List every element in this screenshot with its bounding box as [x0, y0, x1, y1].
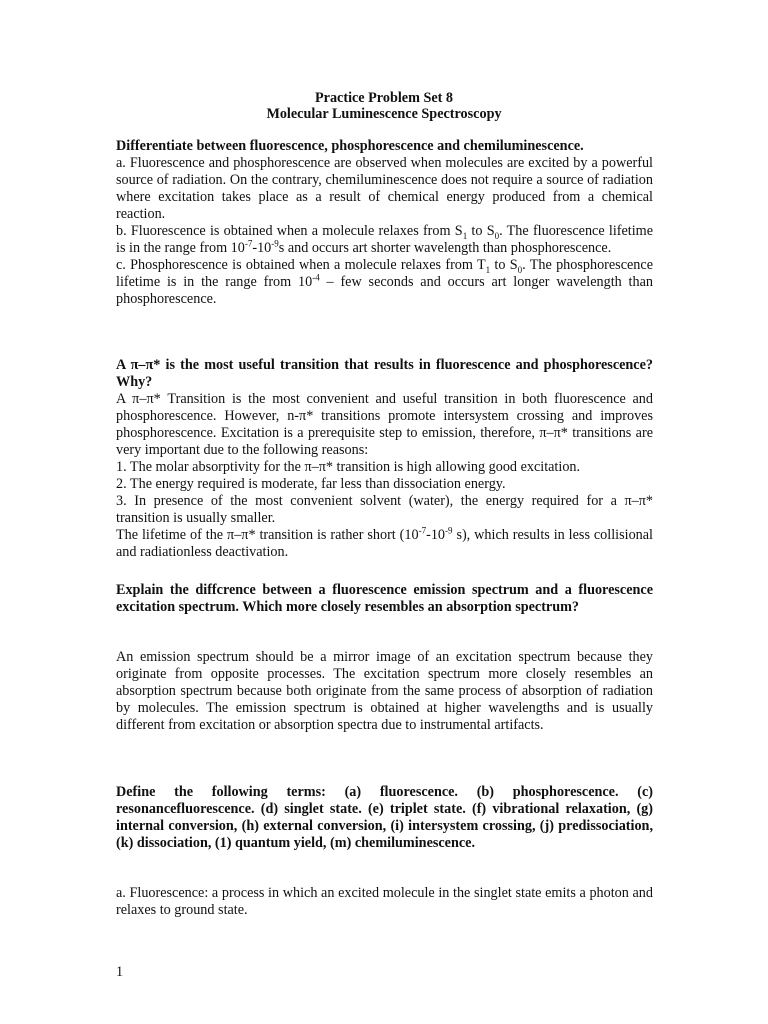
section-heading: Differentiate between fluorescence, phosphorescence and chemiluminescence.	[116, 138, 584, 154]
paragraph-answer: An emission spectrum should be a mirror image of an excitation spectrum because they originate from opposite processes. The excitation spectrum more closely resembles an absorption spectrum because both originate from the same process of absorption of radiation by molecules. The emission spectrum is obtained at higher wavelengths and is usually different from excitation or absorption spectra due to instrumental artifacts.	[116, 649, 653, 733]
list-item-2: 2. The energy required is moderate, far less than dissociation energy.	[116, 476, 506, 492]
list-item-1: 1. The molar absorptivity for the π–π* transition is high allowing good excitation.	[116, 459, 581, 475]
paragraph-intro: A π–π* Transition is the most convenient and useful transition in both fluorescence and phosphorescence. However, n-π* transitions promote intersystem crossing and improves phosphorescence. Excitation is a prerequisite step to emission, therefore, π–π* transitions are very important due to the following reasons:	[116, 391, 653, 458]
paragraph-b: b. Fluorescence is obtained when a molecule relaxes from $S_1$ to $S_0$. The fluorescence lifetime is in the range from $10^{-7}-10^{-9}s$ and occurs art shorter wavelength than phosphorescence.	[116, 223, 653, 256]
section-emission-excitation-answer	[116, 649, 653, 734]
paragraph-c: c. Phosphorescence is obtained when a molecule relaxes from $T_1$ to $S_0$. The phosphorescence lifetime is in the range from $10^{-4}$ – few seconds and occurs art longer wavelength than phosphorescence.	[116, 257, 653, 307]
section-definitions-answer	[116, 885, 653, 919]
section-definitions	[116, 784, 653, 852]
paragraph-a: a. Fluorescence and phosphorescence are observed when molecules are excited by a powerful source of radiation. On the contrary, chemiluminescence does not require a source of radiation where excitation takes place as a result of chemical energy produced from a chemical reaction.	[116, 155, 653, 222]
section-fluorescence-phosphorescence	[116, 138, 653, 308]
list-item-3: 3. In presence of the most convenient solvent (water), the energy required for a π–π* transition is usually smaller.	[116, 493, 653, 526]
section-emission-excitation-spectrum	[116, 582, 653, 616]
document-subtitle: Molecular Luminescence Spectroscopy	[266, 106, 502, 122]
paragraph-lifetime: The lifetime of the π–π* transition is rather short ($10^{-7}-10^{-9}$ s), which results in less collisional and radiationless deactivation.	[116, 525, 653, 560]
section-heading: A π–π* is the most useful transition that results in fluorescence and phosphorescence? Why?	[116, 357, 653, 390]
section-pi-pi-transition	[116, 357, 653, 561]
section-heading: Explain the diffcrence between a fluorescence emission spectrum and a fluorescence excitation spectrum. Which more closely resembles an absorption spectrum?	[116, 582, 653, 615]
document-title: Practice Problem Set 8	[314, 90, 453, 106]
section-heading: Define the following terms: (a) fluorescence. (b) phosphorescence. (c) resonancefluorescence. (d) singlet state. (e) triplet state. (f) vibrational relaxation, (g) internal conversion, (h) external conversion, (i) intersystem crossing, (j) predissociation, (k) dissociation, (1) quantum yield, (m) chemiluminescence.	[116, 784, 653, 851]
page-number: 1	[116, 964, 124, 980]
paragraph-a: a. Fluorescence: a process in which an excited molecule in the singlet state emits a photon and relaxes to ground state.	[116, 885, 653, 918]
